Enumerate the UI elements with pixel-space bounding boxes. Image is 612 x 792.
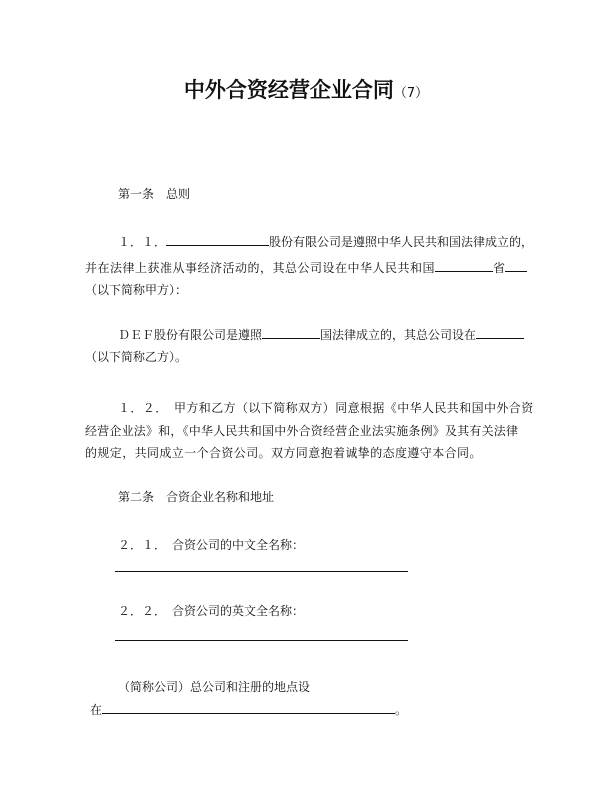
article-2-heading: 第二条 合资企业名称和地址 — [118, 490, 275, 504]
clause-1-1-line3: （以下简称甲方）： — [85, 283, 188, 297]
clause-1-2-line3: 的规定，共同成立一个合资公司。双方同意抱着诚挚的态度遵守本合同。 — [85, 446, 482, 460]
page-title — [0, 74, 612, 104]
title-text: 中外合资经营企业合同 — [183, 78, 394, 102]
blank-field — [505, 259, 527, 272]
clause-2-1: ２．１． 合资公司的中文全名称： — [118, 538, 305, 552]
chinese-name-blank — [115, 571, 408, 572]
clause-1-1-line1 — [118, 233, 533, 250]
clause-text: 在 — [90, 703, 103, 717]
clause-1-2-line1: １．２． 甲方和乙方（以下简称双方）同意根据《中华人民共和国中外合资 — [118, 401, 534, 415]
clause-text: ＤＥＦ股份有限公司是遵照 — [118, 328, 263, 342]
clause-text: 国法律成立的，其总公司设在 — [320, 328, 477, 342]
title-suffix: （7） — [393, 86, 429, 101]
address-line1: （简称公司）总公司和注册的地点设 — [118, 680, 311, 694]
clause-1-1-line2 — [85, 259, 527, 276]
blank-field — [102, 701, 395, 714]
blank-field — [166, 233, 269, 246]
english-name-blank — [115, 640, 408, 641]
clause-text: 省 — [493, 261, 506, 275]
clause-text: 并在法律上获准从事经济活动的，其总公司设在中华人民共和国 — [85, 261, 436, 275]
article-1-heading: 第一条 总则 — [118, 187, 191, 201]
blank-field — [262, 326, 320, 339]
party-b-line2: （以下简称乙方）。 — [85, 350, 188, 364]
clause-text: 。 — [395, 703, 408, 717]
clause-1-2-line2: 经营企业法》和，《中华人民共和国中外合资经营企业法实施条例》及其有关法律 — [85, 424, 519, 438]
clause-number: １．１． — [118, 235, 167, 249]
blank-field — [476, 326, 524, 339]
party-b-line1 — [118, 326, 524, 343]
address-line2 — [90, 701, 407, 718]
clause-2-2: ２．２． 合资公司的英文全名称： — [118, 604, 305, 618]
clause-text: 股份有限公司是遵照中华人民共和国法律成立的， — [269, 235, 534, 249]
blank-field — [435, 259, 493, 272]
